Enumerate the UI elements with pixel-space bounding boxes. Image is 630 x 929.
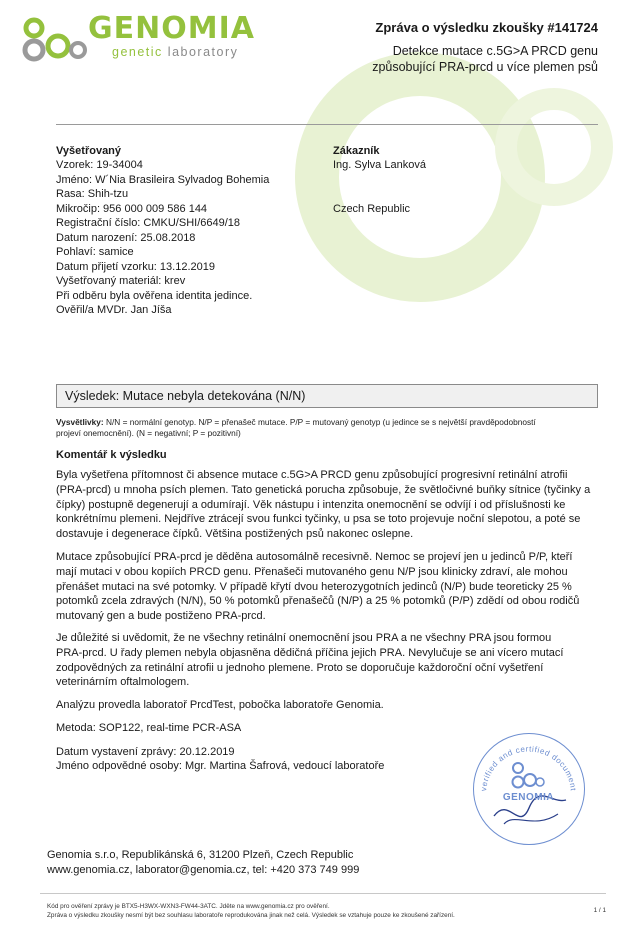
logo-tagline: genetic laboratory [112, 45, 239, 59]
paragraph-line: veterinárním oftalmologem. [56, 676, 190, 689]
genomia-logo [22, 12, 282, 67]
paragraph-line: Mutace způsobující PRA-prcd je děděna autosomálně recesivně. Nemoc se projeví jen u jedinců P/P, kteří [56, 551, 573, 563]
header-divider [56, 124, 598, 125]
examined-line: Vyšetřovaný materiál: krev [56, 275, 186, 287]
paragraph-line: mutovaný gen a bude postiženo PRA-prcd. [56, 610, 266, 623]
paragraph-line: potomků zcela zdravých (N/N), 50 % potomků přenašečů (N/P) a 25 % potomků (P/P) zdědí od obou rodičů [56, 595, 580, 608]
report-title: Zpráva o výsledku zkoušky #141724 [375, 20, 598, 35]
paragraph-line: PRA-prcd. U řady plemen nebyla objasněna dědičná příčina jejich PRA. Nevylučuje se ani vícero mutací [56, 646, 564, 659]
report-subtitle-line2: způsobující PRA-prcd u více plemen psů [372, 60, 598, 74]
logo-wordmark: GENOMIA [88, 11, 255, 46]
paragraph-line: Byla vyšetřena přítomnost či absence mutace c.5G>A PRCD genu způsobující progresivní retinální atrofii [56, 469, 568, 481]
examined-line: Rasa: Shih-tzu [56, 188, 129, 200]
examined-line: Ověřil/a MVDr. Jan Jíša [56, 304, 172, 316]
analysis-note: Analýzu provedla laboratoř PrcdTest, pobočka laboratoře Genomia. [56, 699, 384, 711]
customer-name: Ing. Sylva Lanková [333, 159, 426, 171]
method-note: Metoda: SOP122, real-time PCR-ASA [56, 722, 242, 734]
footer-address: Genomia s.r.o, Republikánská 6, 31200 Plzeň, Czech Republic [47, 849, 354, 861]
logo-circles-icon [22, 16, 88, 64]
examined-line: Datum narození: 25.08.2018 [56, 231, 196, 244]
customer-country: Czech Republic [333, 202, 411, 215]
comment-paragraph-1 [56, 468, 598, 542]
examined-line: Při odběru byla ověřena identita jedince. [56, 289, 253, 302]
paragraph-line: přenášet mutaci na své potomky. V případě křytí dvou heterozygotních jedinců (N/P) bude teoreticky 25 % [56, 580, 572, 593]
responsible-person: Jméno odpovědné osoby: Mgr. Martina Šafrová, vedoucí laboratoře [56, 760, 385, 772]
legend-text: N/N = normální genotyp. N/P = přenašeč mutace. P/P = mutovaný genotyp (u jedince se s největší pravděpodobností [103, 417, 536, 427]
legend-text: projeví onemocnění). (N = negativní; P = pozitivní) [56, 428, 241, 438]
customer-heading: Zákazník [333, 145, 380, 157]
comment-paragraph-3 [56, 631, 598, 690]
examined-line: Vzorek: 19-34004 [56, 159, 143, 171]
paragraph-line: (PRA-prcd) u mnoha psích plemen. Tato genetická porucha způsobuje, že světločivné buňky sítnice (tyčinky a [56, 483, 591, 496]
paragraph-line: mají mutaci v obou kopiích PRCD genu. Přenašeči mutovaného genu N/P jsou klinicky zdraví, ale mohou [56, 565, 568, 578]
legend-label: Vysvětlivky: [56, 417, 104, 427]
footer-verify-code: Kód pro ověření zprávy je BTX5-H3WX-WXN3-FW44-3ATC. Jděte na www.genomia.cz pro ověření. [47, 903, 330, 910]
examined-section [56, 145, 326, 318]
result-box: Výsledek: Mutace nebyla detekována (N/N) [56, 384, 598, 408]
footer-disclaimer: Zpráva o výsledku zkoušky nesmí být bez souhlasu laboratoře reprodukována jinak než celá. Výsledek se vztahuje pouze ke zkoušené zařízení. [47, 912, 455, 919]
result-legend [56, 417, 601, 439]
examined-line: Mikročip: 956 000 009 586 144 [56, 202, 208, 215]
paragraph-line: čípky) postupně degenerují a odumírají. Věk nástupu i intenzita onemocnění se odvíjí i od příslušnosti ke [56, 498, 566, 511]
examined-line: Jméno: W´Nia Brasileira Sylvadog Bohemia [56, 173, 270, 186]
paragraph-line: Je důležité si uvědomit, že ne všechny retinální onemocnění jsou PRA a ne všechny PRA jsou formou [56, 632, 552, 644]
svg-text:verified and certified documen: verified and certified document [479, 744, 578, 792]
stamp-name: GENOMIA [502, 792, 555, 803]
examined-line: Pohlaví: samice [56, 246, 134, 258]
footer-contact: www.genomia.cz, laborator@genomia.cz, tel: +420 373 749 999 [47, 864, 360, 876]
page-number: 1 / 1 [593, 907, 606, 914]
report-subtitle-line1: Detekce mutace c.5G>A PRCD genu [392, 44, 598, 58]
examined-line: Datum přijetí vzorku: 13.12.2019 [56, 260, 215, 273]
paragraph-line: dostavuje i degenerace čípků. Většina postižených psů nakonec oslepne. [56, 528, 414, 541]
footer-divider [40, 893, 606, 894]
certification-stamp [473, 733, 585, 845]
examined-line: Registrační číslo: CMKU/SHI/6649/18 [56, 217, 241, 229]
customer-section [333, 145, 593, 216]
comment-paragraph-2 [56, 550, 598, 624]
paragraph-line: konkrétnímu plemeni. Nejdříve ztrácejí svou funkci tyčinky, u psa se toto projevuje noční slepotou, a poté se [56, 513, 581, 526]
examined-heading: Vyšetřovaný [56, 145, 122, 157]
comment-heading: Komentář k výsledku [56, 449, 167, 461]
paragraph-line: zodpovědných za retinální atrofii u jednoho plemene. Proto se doporučuje každoroční oční vyšetření [56, 661, 544, 674]
issue-date: Datum vystavení zprávy: 20.12.2019 [56, 746, 235, 758]
stamp-ring-text-icon [474, 734, 583, 843]
